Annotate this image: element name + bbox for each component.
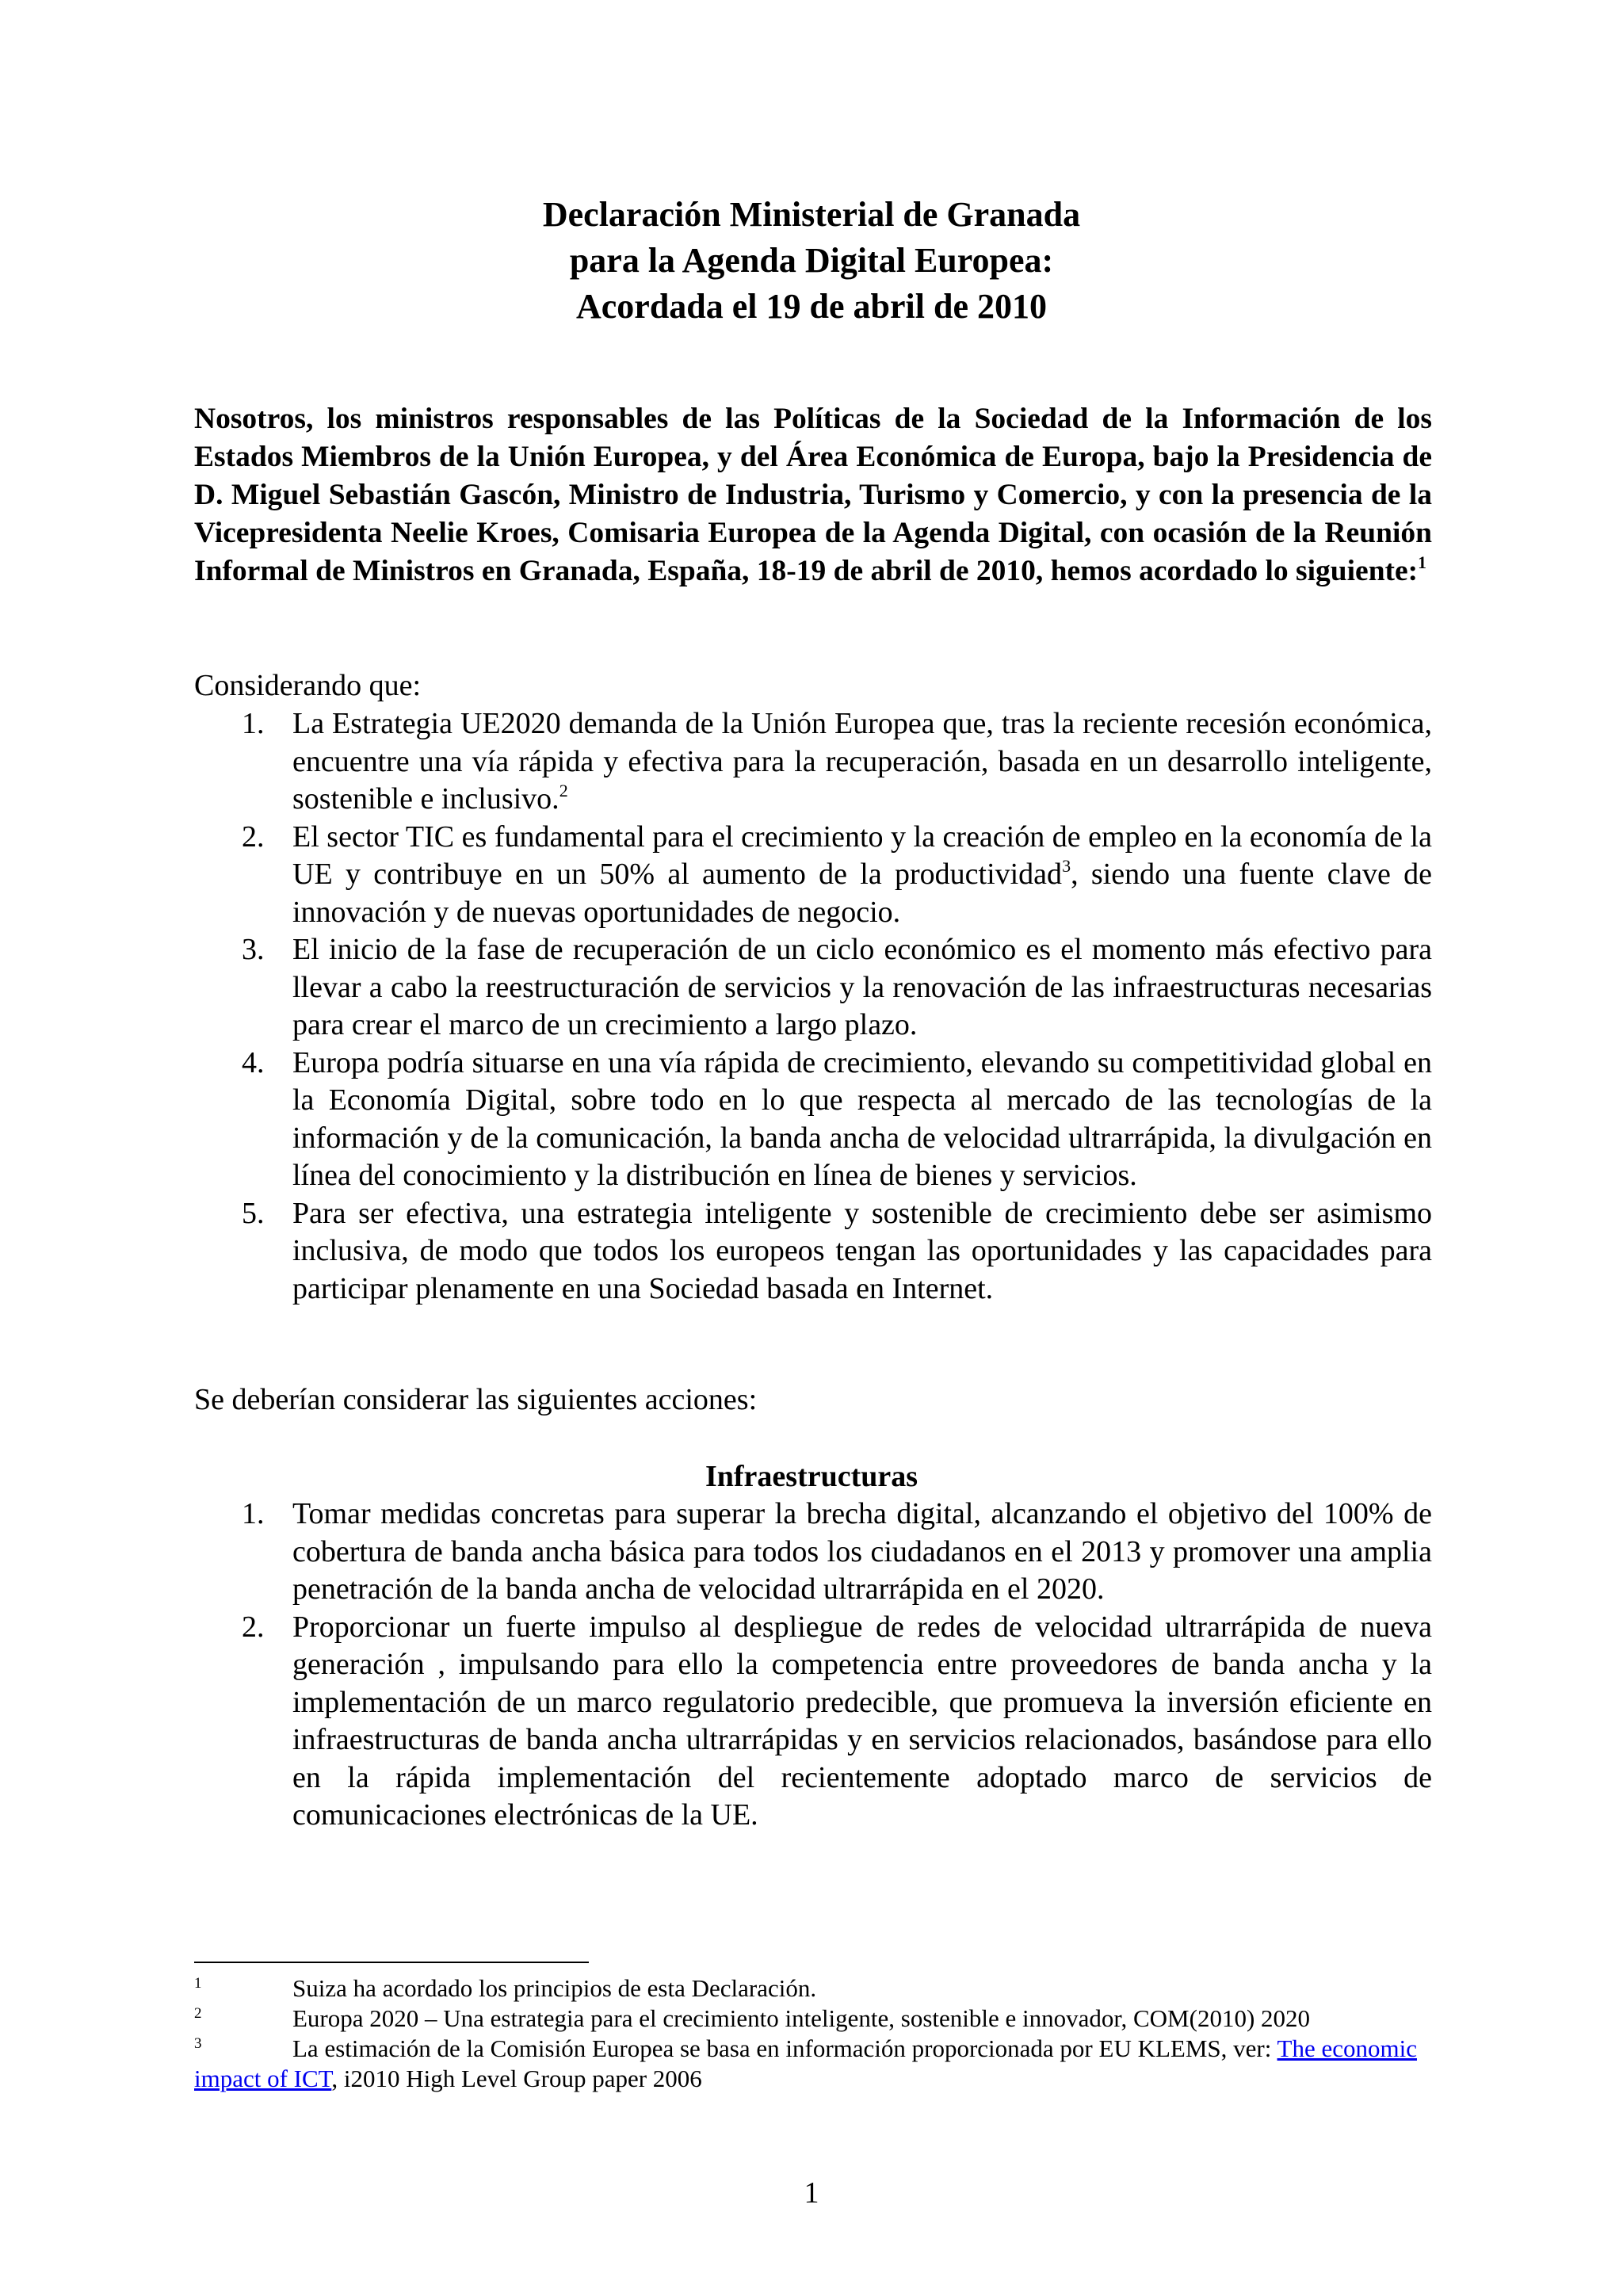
economic-impact-link[interactable]: The economic impact of ICT — [194, 2034, 1417, 2092]
footnote-mark: 2 — [194, 2005, 202, 2022]
list-item — [194, 1496, 1432, 1609]
footnote-text-continued: , i2010 High Level Group paper 2006 — [331, 2065, 702, 2092]
list-item-text-continued: , siendo una fuente clave de innovación y de nuevas oportunidades de negocio. — [292, 858, 1432, 929]
list-item-text: El sector TIC es fundamental para el crecimiento y la creación de empleo en la economía de la UE y contribuye en un 50% al aumento de la productividad — [292, 819, 1432, 891]
page-number: 1 — [804, 2176, 819, 2210]
considerando-heading: Considerando que: — [194, 669, 422, 702]
list-item — [194, 819, 1432, 932]
list-item-number: 1. — [242, 707, 265, 740]
list-item-number: 4. — [242, 1045, 265, 1079]
footnote-ref-2[interactable]: 2 — [559, 781, 568, 801]
list-item-number: 2. — [242, 1610, 265, 1644]
list-item-number: 5. — [242, 1196, 265, 1230]
footnote-text: Europa 2020 – Una estrategia para el crecimiento inteligente, sostenible e innovador, COM(2010) 2020 — [292, 2004, 1311, 2032]
footnote-2 — [194, 2004, 1432, 2034]
title-line-2: para la Agenda Digital Europea: — [569, 241, 1054, 280]
acciones-heading: Se deberían considerar las siguientes acciones: — [194, 1383, 758, 1416]
intro-text: Nosotros, los ministros responsables de las Políticas de la Sociedad de la Información de los Estados Miembros de la Unión Europea, y del Área Económica de Europa, bajo la Presidencia de D. Miguel Sebastián Gascón, Ministro de Industria, Turismo y Comercio, y con la presencia de la Vicepresidenta Neelie Kroes, Comisaria Europea de la Agenda Digital, con ocasión de la Reunión Informal de Ministros en Granada, España, 18-19 de abril de 2010, hemos acordado lo siguiente: — [194, 403, 1432, 587]
footnote-ref-3[interactable]: 3 — [1062, 856, 1071, 877]
intro-paragraph — [194, 400, 1432, 590]
list-item — [194, 705, 1432, 819]
list-item-number: 2. — [242, 819, 265, 854]
title-line-3: Acordada el 19 de abril de 2010 — [576, 287, 1047, 326]
acciones-list — [194, 1496, 1432, 1835]
list-item-text: El inicio de la fase de recuperación de un ciclo económico es el momento más efectivo para llevar a cabo la reestructuración de servicios y la renovación de las infraestructuras necesarias para crear el marco de un crecimiento a largo plazo. — [292, 933, 1432, 1041]
list-item-text: Tomar medidas concretas para superar la brecha digital, alcanzando el objetivo del 100% de cobertura de banda ancha básica para todos los ciudadanos en el 2013 y promover una amplia penetración de la banda ancha de velocidad ultrarrápida en el 2020. — [292, 1497, 1432, 1606]
footnote-1 — [194, 1973, 1432, 2004]
list-item-text: Proporcionar un fuerte impulso al despliegue de redes de velocidad ultrarrápida de nueva generación , impulsando para ello la competencia entre proveedores de banda ancha y la implementación de un marco regulatorio predecible, que promueva la inversión eficiente en infraestructuras de banda ancha ultrarrápidas y en servicios relacionados, basándose para ello en la rápida implementación del recientemente adoptado marco de servicios de comunicaciones electrónicas de la UE. — [292, 1610, 1432, 1832]
footnote-text: Suiza ha acordado los principios de esta Declaración. — [292, 1974, 817, 2002]
title-line-1: Declaración Ministerial de Granada — [542, 195, 1081, 234]
footnote-text: La estimación de la Comisión Europea se basa en información proporcionada por EU KLEMS, ver: — [292, 2034, 1277, 2062]
footnote-mark: 1 — [194, 1975, 202, 1992]
footnote-ref-1[interactable]: 1 — [1418, 553, 1427, 573]
list-item-text: La Estrategia UE2020 demanda de la Unión Europea que, tras la reciente recesión económica, encuentre una vía rápida y efectiva para la recuperación, basada en un desarrollo inteligente, sostenible e inclusivo. — [292, 707, 1432, 816]
footnote-3 — [194, 2034, 1432, 2094]
footnotes — [194, 1973, 1432, 2094]
list-item-number: 3. — [242, 933, 265, 966]
list-item-number: 1. — [242, 1497, 265, 1530]
section-title-infraestructuras: Infraestructuras — [705, 1460, 918, 1493]
footnote-divider — [194, 1962, 589, 1963]
footnote-mark: 3 — [194, 2035, 202, 2052]
list-item-text: Europa podría situarse en una vía rápida de crecimiento, elevando su competitividad global en la Economía Digital, sobre todo en lo que respecta al mercado de las tecnologías de la información y de la comunicación, la banda ancha de velocidad ultrarrápida, la divulgación en línea del conocimiento y la distribución en línea de bienes y servicios. — [292, 1045, 1432, 1192]
list-item — [194, 1609, 1432, 1835]
list-item — [194, 1195, 1432, 1308]
considerando-list — [194, 705, 1432, 1308]
document-title — [0, 192, 1623, 330]
list-item — [194, 1045, 1432, 1195]
list-item-text: Para ser efectiva, una estrategia inteligente y sostenible de crecimiento debe ser asimismo inclusiva, de modo que todos los europeos tengan las oportunidades y las capacidades para participar plenamente en una Sociedad basada en Internet. — [292, 1196, 1432, 1305]
list-item — [194, 931, 1432, 1045]
